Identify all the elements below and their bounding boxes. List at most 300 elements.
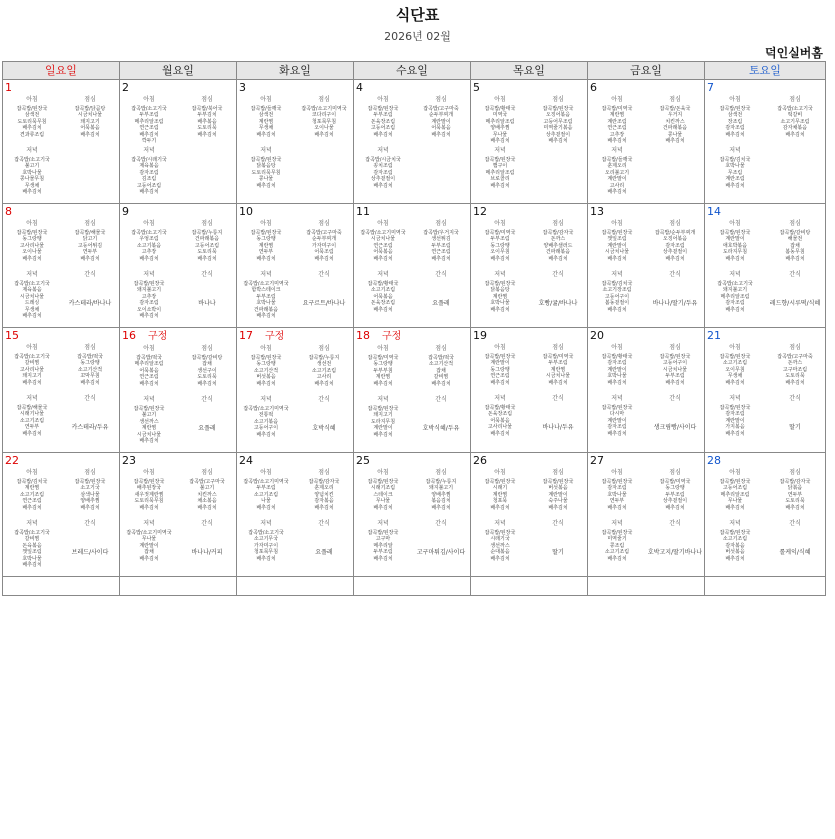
day-number-text: 8: [5, 205, 12, 218]
day-number-text: 2: [122, 81, 129, 94]
day-cell: [120, 328, 237, 453]
dinner-menu: 잡곡밥/시래기국 제육볶음 감자조림 김조림 고등어조림 배추김치: [131, 157, 167, 196]
lunch-menu: 잡곡밥/갈비탕 해물전 잡채 봄동무침 배추김치: [779, 230, 811, 262]
day-cell: [471, 80, 588, 204]
dinner-menu: 잡곡밥/된장국 시래기국 생선까스 순대볶음 배추김치: [484, 530, 516, 562]
breakfast-menu: 잡곡밥/된장국 계란말이 애호박볶음 도라지무침 배추김치: [719, 230, 751, 262]
breakfast-column: [588, 95, 646, 144]
dinner-label: 저녁: [729, 395, 741, 402]
dinner-menu: 잡곡밥/된장국 다시마 계란말이 감자조림 배추김치: [601, 405, 633, 437]
breakfast-column: [471, 468, 529, 517]
snack-menu: 바나나/커피: [191, 548, 223, 556]
day-number-text: 16: [122, 329, 136, 342]
lunch-menu: 잡곡밥/우거지국 생선튀김 두부조림 연근조림 배추김치: [423, 230, 459, 262]
day-content: [588, 328, 704, 452]
snack-column: [412, 393, 470, 452]
lunch-label: 점심: [201, 469, 213, 476]
dinner-menu: 잡곡밥/된장국 소고기조림 감자볶음 버섯볶음 배추김치: [719, 530, 751, 562]
day-number: [3, 204, 119, 219]
lunch-column: [765, 95, 825, 144]
lunch-column: [61, 219, 119, 268]
day-number-text: 17: [239, 329, 253, 342]
meal-row-dinner-snack: [705, 517, 825, 576]
breakfast-label: 아침: [26, 344, 38, 351]
lunch-label: 점심: [84, 469, 96, 476]
dinner-column: [237, 393, 295, 452]
snack-column: [529, 268, 587, 327]
dinner-label: 저녁: [26, 271, 38, 278]
week-row: [3, 80, 826, 204]
meal-row-morning-lunch: [705, 343, 825, 392]
day-content: [120, 80, 236, 203]
day-number: [471, 80, 587, 95]
day-content: [120, 204, 236, 327]
lunch-menu: 잡곡밥/갈비탕 잡채 생선구이 도토리묵 배추김치: [191, 355, 223, 387]
day-number: [705, 204, 825, 219]
snack-menu: 생크림빵/사이다: [653, 423, 697, 431]
snack-label: 간식: [84, 395, 96, 402]
dinner-label: 저녁: [143, 271, 155, 278]
snack-menu: 요플레: [198, 424, 216, 432]
lunch-label: 점심: [84, 344, 96, 351]
meal-row-morning-lunch: [120, 95, 236, 144]
weekday-header: 수요일: [354, 62, 471, 80]
snack-menu: 바나나/딸기/두유: [652, 299, 698, 307]
lunch-menu: 잡곡밥/순두부찌개 오징어볶음 감자조림 상추겉절이 배추김치: [654, 230, 696, 262]
weekday-header-row: [3, 62, 826, 80]
breakfast-label: 아침: [260, 220, 272, 227]
dinner-column: [471, 517, 529, 576]
lunch-label: 점심: [669, 469, 681, 476]
snack-column: [61, 517, 119, 576]
lunch-column: [412, 95, 470, 144]
lunch-label: 점심: [435, 96, 447, 103]
snack-menu: 브레드/사이다: [71, 548, 109, 556]
snack-menu: 딸기: [552, 548, 564, 556]
lunch-column: [646, 343, 704, 392]
lunch-label: 점심: [789, 469, 801, 476]
breakfast-menu: 잡곡밥/된장국 동그랑땡 소고기산적 버섯볶음 배추김치: [250, 355, 282, 387]
empty-column: [412, 144, 470, 203]
day-cell: [3, 453, 120, 577]
day-content: [354, 80, 470, 203]
breakfast-column: [3, 468, 61, 517]
holiday-label: 구정: [148, 331, 168, 342]
breakfast-label: 아침: [143, 469, 155, 476]
meal-row-morning-lunch: [3, 95, 119, 144]
day-number: [3, 453, 119, 468]
dinner-label: 저녁: [377, 520, 389, 527]
meal-row-morning-lunch: [354, 219, 470, 268]
dinner-label: 저녁: [377, 271, 389, 278]
meal-row-dinner-snack: [354, 393, 470, 452]
empty-column: [178, 144, 236, 203]
meal-row-morning-lunch: [3, 468, 119, 517]
meal-row-morning-lunch: [588, 219, 704, 268]
dinner-menu: 잡곡밥/들깨국 훈제오리 오리불고기 계란말이 고사리 배추김치: [601, 157, 633, 196]
dinner-column: [354, 517, 412, 576]
meal-row-dinner-snack: [588, 268, 704, 327]
meal-row-dinner-snack: [588, 144, 704, 203]
breakfast-menu: 잡곡밥/미역국 두부조림 동그랑땡 오이무침 배추김치: [484, 230, 516, 262]
snack-column: [765, 268, 825, 327]
day-number: [354, 453, 470, 468]
lunch-column: [295, 219, 353, 268]
dinner-column: [120, 268, 178, 327]
breakfast-menu: 잡곡밥/된장국 삼색전 장조림 감자조림 배추김치: [719, 106, 751, 138]
day-content: [588, 204, 704, 327]
lunch-column: [646, 219, 704, 268]
breakfast-label: 아침: [26, 96, 38, 103]
meal-row-dinner-snack: [471, 144, 587, 203]
weekday-header: 목요일: [471, 62, 588, 80]
day-cell: [588, 80, 705, 204]
lunch-menu: 잡곡밥/된장국 오징어볶음 고등어무조림 미역줄기볶음 상추겉절이 배추김치: [542, 106, 574, 144]
day-number-text: 4: [356, 81, 363, 94]
breakfast-label: 아침: [260, 345, 272, 352]
breakfast-label: 아침: [377, 345, 389, 352]
meal-row-dinner-snack: [237, 517, 353, 576]
lunch-column: [178, 95, 236, 144]
dinner-menu: 잡곡밥/된장국 감자조림 계란말이 가지볶음 배추김치: [719, 405, 751, 437]
breakfast-column: [3, 343, 61, 392]
day-content: [705, 328, 825, 452]
dinner-column: [120, 517, 178, 576]
day-number: [237, 204, 353, 219]
meal-row-dinner-snack: [3, 268, 119, 327]
day-number-text: 11: [356, 205, 370, 218]
dinner-column: [354, 393, 412, 452]
breakfast-label: 아침: [611, 220, 623, 227]
dinner-column: [471, 392, 529, 451]
snack-column: [765, 517, 825, 576]
day-cell: [588, 328, 705, 453]
meal-row-dinner-snack: [237, 393, 353, 452]
dinner-column: [705, 144, 765, 203]
dinner-column: [705, 392, 765, 451]
dinner-menu: 잡곡밥/소고기국 불고기 호박나물 콩나물무침 무생채 배추김치: [14, 157, 50, 196]
lunch-label: 점심: [318, 96, 330, 103]
dinner-menu: 잡곡밥/된장국 불고기 생선까스 계란찜 시금치나물 배추김치: [133, 406, 165, 445]
day-number-text: 6: [590, 81, 597, 94]
meal-row-morning-lunch: [354, 468, 470, 517]
lunch-column: [61, 468, 119, 517]
weekday-header: 화요일: [237, 62, 354, 80]
lunch-label: 점심: [552, 344, 564, 351]
snack-menu: 호빵/귤/바나나: [538, 299, 578, 307]
breakfast-column: [354, 468, 412, 517]
breakfast-label: 아침: [143, 345, 155, 352]
lunch-menu: 잡곡밥/소고기미역국 코다리구이 청포묵무침 오이나물 배추김치: [301, 106, 347, 138]
day-cell: [705, 204, 826, 328]
weekday-header: 일요일: [3, 62, 120, 80]
dinner-label: 저녁: [729, 147, 741, 154]
lunch-menu: 잡곡밥/누룽지 생선전 소고기조림 고사리 배추김치: [308, 355, 340, 387]
day-cell: [237, 204, 354, 328]
day-cell: [354, 453, 471, 577]
empty-week-row: [3, 577, 826, 596]
breakfast-menu: 잡곡밥/미역국 계란찜 계란조림 연근조림 고추장 배추김치: [601, 106, 633, 144]
snack-column: [61, 268, 119, 327]
lunch-column: [61, 95, 119, 144]
dinner-menu: 잡곡밥/해물국 시래기나물 소고기조림 연두부 배추김치: [16, 405, 48, 437]
snack-label: 간식: [789, 395, 801, 402]
dinner-menu: 잡곡밥/소고기미역국 함박스테이크 두부조림 호박나물 건파래볶음 배추김치: [243, 281, 289, 320]
dinner-label: 저녁: [26, 147, 38, 154]
day-number-text: 26: [473, 454, 487, 467]
lunch-label: 점심: [84, 96, 96, 103]
lunch-label: 점심: [552, 469, 564, 476]
breakfast-column: [120, 95, 178, 144]
breakfast-label: 아침: [494, 344, 506, 351]
meal-row-morning-lunch: [120, 219, 236, 268]
snack-menu: 바나나: [198, 299, 216, 307]
lunch-menu: 잡곡밥/감자국 훈제오리 양념치킨 감자볶음 배추김치: [308, 479, 340, 511]
snack-column: [412, 268, 470, 327]
dinner-column: [588, 268, 646, 327]
day-cell: [354, 328, 471, 453]
snack-label: 간식: [84, 520, 96, 527]
meal-row-morning-lunch: [354, 95, 470, 144]
snack-column: [412, 517, 470, 576]
meal-row-morning-lunch: [354, 344, 470, 393]
breakfast-column: [120, 219, 178, 268]
lunch-column: [178, 219, 236, 268]
lunch-column: [61, 343, 119, 392]
breakfast-menu: 잡곡밥/소고기국 우엉조림 소고기볶음 고추장 배추김치: [131, 230, 167, 262]
meal-row-dinner-snack: [471, 392, 587, 451]
meal-row-dinner-snack: [354, 144, 470, 203]
snack-label: 간식: [552, 395, 564, 402]
day-number: [237, 80, 353, 95]
lunch-label: 점심: [669, 96, 681, 103]
dinner-column: [3, 268, 61, 327]
day-number: [354, 204, 470, 219]
lunch-column: [295, 95, 353, 144]
dinner-column: [3, 144, 61, 203]
snack-label: 간식: [201, 396, 213, 403]
meal-row-dinner-snack: [705, 268, 825, 327]
day-number: [237, 328, 353, 344]
snack-label: 간식: [201, 520, 213, 527]
day-cell: [705, 80, 826, 204]
breakfast-menu: 잡곡밥/된장국 동그랑땡 계란찜 연두부 배추김치: [250, 230, 282, 262]
day-number: [120, 453, 236, 468]
breakfast-label: 아침: [377, 96, 389, 103]
day-content: [237, 453, 353, 576]
breakfast-label: 아침: [729, 96, 741, 103]
day-cell: [120, 453, 237, 577]
breakfast-column: [705, 219, 765, 268]
dinner-menu: 잡곡밥/된장국 닭볶음탕 계란찜 호박나물 배추김치: [484, 281, 516, 313]
meal-row-dinner-snack: [588, 517, 704, 576]
breakfast-column: [3, 219, 61, 268]
day-cell: [705, 453, 826, 577]
breakfast-menu: 잡곡밥/소고기미역국 시금치나물 연근조림 어묵볶음 배추김치: [360, 230, 406, 262]
lunch-menu: 잡곡밥/된장국 고등어구이 시금치나물 두부조림 배추김치: [659, 354, 691, 386]
snack-menu: 고구마튀김/사이다: [416, 548, 466, 556]
breakfast-menu: 잡곡밥/된장국 깻잎조림 계란말이 시금치나물 배추김치: [601, 230, 633, 262]
meal-row-dinner-snack: [120, 268, 236, 327]
day-content: [471, 204, 587, 327]
lunch-column: [646, 95, 704, 144]
lunch-column: [765, 468, 825, 517]
day-number: [471, 453, 587, 468]
snack-label: 간식: [318, 396, 330, 403]
dinner-label: 저녁: [143, 396, 155, 403]
breakfast-label: 아침: [377, 220, 389, 227]
day-number: [588, 328, 704, 343]
lunch-menu: 잡곡밥/돈육국 우거지 치킨까스 건파래볶음 콩나물 배추김치: [659, 106, 691, 144]
day-cell: [471, 453, 588, 577]
breakfast-label: 아침: [143, 96, 155, 103]
breakfast-column: [120, 468, 178, 517]
day-content: [471, 453, 587, 576]
meal-row-morning-lunch: [471, 95, 587, 144]
breakfast-column: [354, 344, 412, 393]
lunch-column: [646, 468, 704, 517]
meal-row-dinner-snack: [471, 517, 587, 576]
meal-row-dinner-snack: [237, 144, 353, 203]
snack-menu: 호박식혜: [312, 424, 336, 432]
day-content: [705, 453, 825, 576]
dinner-menu: 잡곡밥/황태국 소고기조림 어묵볶음 돈육장조림 배추김치: [367, 281, 399, 313]
day-content: [705, 80, 825, 203]
snack-menu: 호박고지/딸기바나나: [647, 548, 703, 556]
empty-day-cell: [3, 577, 120, 596]
breakfast-menu: 잡곡밥/소고기국 두부조림 메추리알조림 연근조림 배추김치 깍두기: [131, 106, 167, 144]
empty-column: [765, 144, 825, 203]
lunch-column: [765, 343, 825, 392]
lunch-menu: 잡곡밥/북어국 두부김치 배추볶음 도토리묵 배추김치: [191, 106, 223, 138]
breakfast-menu: 잡곡밥/황태국 감자조림 계란말이 호박나물 배추김치: [601, 354, 633, 386]
empty-column: [295, 144, 353, 203]
breakfast-label: 아침: [611, 96, 623, 103]
day-cell: [3, 204, 120, 328]
snack-label: 간식: [318, 520, 330, 527]
day-number-text: 18: [356, 329, 370, 342]
day-number: [237, 453, 353, 468]
breakfast-menu: 잡곡밥/된장국 계란말이 동그랑땡 연근조림 배추김치: [484, 354, 516, 386]
holiday-label: 구정: [382, 331, 402, 342]
breakfast-label: 아침: [611, 469, 623, 476]
day-content: [354, 204, 470, 327]
breakfast-column: [354, 219, 412, 268]
dinner-column: [588, 392, 646, 451]
meal-row-dinner-snack: [3, 392, 119, 451]
day-number: [120, 80, 236, 95]
meal-row-dinner-snack: [354, 517, 470, 576]
meal-row-morning-lunch: [705, 468, 825, 517]
snack-menu: 카스테라/두유: [71, 423, 109, 431]
lunch-column: [412, 344, 470, 393]
meal-row-morning-lunch: [237, 219, 353, 268]
breakfast-column: [3, 95, 61, 144]
dinner-label: 저녁: [729, 271, 741, 278]
snack-column: [529, 392, 587, 451]
breakfast-column: [705, 468, 765, 517]
dinner-label: 저녁: [260, 271, 272, 278]
snack-label: 간식: [789, 271, 801, 278]
dinner-column: [237, 517, 295, 576]
breakfast-column: [354, 95, 412, 144]
breakfast-label: 아침: [729, 469, 741, 476]
dinner-menu: 잡곡밥/된장국 햄구이 메추리알조림 브로콜리 배추김치: [484, 157, 516, 189]
meal-row-morning-lunch: [237, 95, 353, 144]
lunch-menu: 잡곡밥/감자국 닭볶음 연두부 도토리묵 배추김치: [779, 479, 811, 511]
dinner-column: [705, 517, 765, 576]
snack-menu: 바나나/두유: [542, 423, 574, 431]
lunch-menu: 잡곡밥/된장국 소고기국 삼색나물 양배추찜 배추김치: [74, 479, 106, 511]
day-number: [3, 328, 119, 343]
lunch-column: [412, 468, 470, 517]
weekday-header: 월요일: [120, 62, 237, 80]
dinner-menu: 잡곡밥/시금치국 꽁치조림 감자조림 상추겉절이 배추김치: [365, 157, 401, 189]
breakfast-menu: 잡곡밥/들깨국 삼색전 계란찜 무생채 배추김치: [250, 106, 282, 138]
lunch-menu: 잡곡밥/누룽지 건파래볶음 고등어조림 도토리묵 배추김치: [191, 230, 223, 262]
empty-day-cell: [588, 577, 705, 596]
dinner-column: [588, 517, 646, 576]
lunch-menu: 잡곡밥/고구마국 불고기 치킨까스 채소볶음 배추김치: [189, 479, 225, 511]
meal-row-dinner-snack: [3, 517, 119, 576]
breakfast-menu: 잡곡밥/황태국 미역국 메추리알조림 양배추찜 무나물 배추김치: [484, 106, 516, 144]
dinner-column: [3, 517, 61, 576]
dinner-column: [471, 268, 529, 327]
meal-row-dinner-snack: [120, 517, 236, 576]
breakfast-menu: 잡곡밥/된장국 삼색전 도토리묵무침 배추김치 견과류조림: [16, 106, 48, 138]
day-content: [3, 80, 119, 203]
day-number: [354, 328, 470, 344]
breakfast-column: [237, 219, 295, 268]
breakfast-menu: 잡곡밥/된장국 시래기조림 스테이크 무나물 배추김치: [367, 479, 399, 511]
meal-row-morning-lunch: [705, 219, 825, 268]
snack-column: [178, 517, 236, 576]
day-number-text: 15: [5, 329, 19, 342]
breakfast-menu: 잡곡밥/소고기미역국 두부조림 소고기조림 나물 배추김치: [243, 479, 289, 511]
snack-menu: 딸기: [789, 423, 801, 431]
lunch-label: 점심: [552, 96, 564, 103]
snack-label: 간식: [789, 520, 801, 527]
day-content: [3, 453, 119, 576]
dinner-menu: 잡곡밥/소고기국 갈비찜 돈육볶음 깻잎조림 호박나물 배추김치: [14, 530, 50, 569]
day-cell: [471, 204, 588, 328]
dinner-label: 저녁: [494, 520, 506, 527]
empty-day-cell: [120, 577, 237, 596]
breakfast-menu: 잡곡밥/된장국 고등어조림 메추리알조림 무나물 배추김치: [719, 479, 751, 511]
day-number-text: 27: [590, 454, 604, 467]
snack-column: [61, 392, 119, 451]
lunch-column: [412, 219, 470, 268]
dinner-label: 저녁: [494, 395, 506, 402]
day-cell: [120, 204, 237, 328]
dinner-menu: 잡곡밥/김치국 호박나물 무조림 계란조림 배추김치: [719, 157, 751, 189]
snack-label: 간식: [318, 271, 330, 278]
dinner-column: [705, 268, 765, 327]
empty-day-cell: [705, 577, 826, 596]
day-content: [705, 204, 825, 327]
lunch-label: 점심: [435, 345, 447, 352]
lunch-label: 점심: [201, 345, 213, 352]
lunch-menu: 잡곡밥/미역국 동그랑땡 두부조림 상추겉절이 배추김치: [659, 479, 691, 511]
breakfast-label: 아침: [494, 469, 506, 476]
lunch-label: 점심: [318, 469, 330, 476]
dinner-label: 저녁: [26, 520, 38, 527]
meal-row-morning-lunch: [120, 344, 236, 393]
dinner-label: 저녁: [26, 395, 38, 402]
lunch-column: [765, 219, 825, 268]
breakfast-column: [237, 344, 295, 393]
meal-row-morning-lunch: [471, 219, 587, 268]
